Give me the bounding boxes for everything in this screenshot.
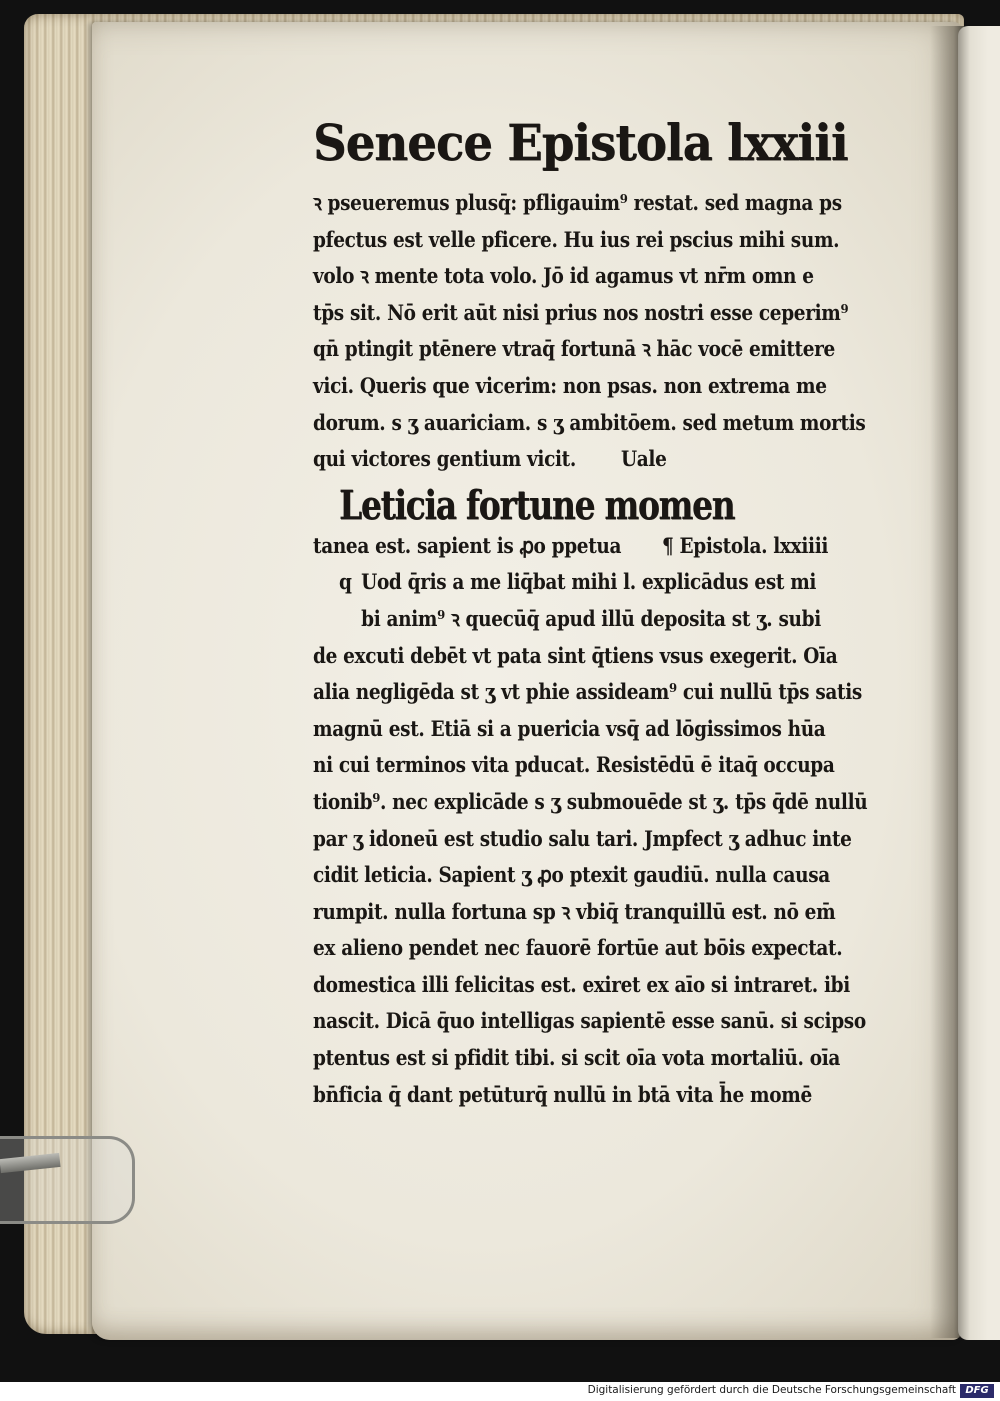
text-line: volo ꝛ mente tota volo. Jō id agamus vt nr̄m omn e	[313, 264, 814, 290]
text-line: bn̄ficia q̄ dant petūturq̄ nullū in btā vita h̄e momē	[313, 1082, 812, 1108]
dfg-logo: DFG	[960, 1384, 994, 1398]
text-line: de excuti debēt vt pata sint q̄tiens vsus exegerit. Oīa	[313, 643, 838, 669]
text-line: vici. Queris que vicerim: non psas. non extrema me	[313, 373, 827, 399]
text-line: tp̄s sit. Nō erit aūt nisi prius nos nostri esse ceperim⁹	[313, 300, 849, 326]
text-line: dorum. s ʒ auariciam. s ʒ ambitōem. sed metum mortis	[313, 410, 866, 436]
facing-page-edge	[958, 26, 1000, 1340]
text-line: Uod q̄ris a me liq̄bat mihi l. explicādus est mi	[361, 570, 817, 596]
text-line: bi anim⁹ ꝛ quecūq̄ apud illū deposita st ʒ. subi	[361, 606, 821, 632]
text-block	[313, 100, 868, 1114]
text-line: tionib⁹. nec explicāde s ʒ submouēde st ʒ. tp̄s q̄dē nullū	[313, 789, 868, 815]
closing-line: qui victores gentium vicit.	[313, 447, 576, 473]
funding-credit: Digitalisierung gefördert durch die Deutsche Forschungsgemeinschaft	[587, 1384, 956, 1396]
footer-bar	[0, 1382, 1000, 1401]
text-line: ex alieno pendet nec fauorē fortūe aut bōis expectat.	[313, 936, 843, 962]
subheading-row	[313, 529, 828, 566]
text-line: pfectus est velle pficere. Hu ius rei pscius mihi sum.	[313, 227, 840, 253]
text-line: magnū est. Etiā si a puericia vsq̄ ad lōgissimos hūa	[313, 716, 826, 742]
text-line: rumpit. nulla fortuna sp ꝛ vbiq̄ tranquillū est. nō em̄	[313, 899, 836, 925]
text-line: alia negligēda st ʒ vt phie assideam⁹ cui nullū tp̄s satis	[313, 680, 862, 706]
closing-row	[313, 442, 828, 479]
text-line: ni cui terminos vita pducat. Resistēdū ē itaq̄ occupa	[313, 753, 835, 779]
epistle-74-body	[313, 565, 868, 1114]
text-line: qn̄ ptingit ptēnere vtraq̄ fortunā ꝛ hāc vocē emittere	[313, 337, 835, 363]
text-line: par ʒ idoneū est studio salu tari. Jmpfect ʒ adhuc inte	[313, 826, 852, 852]
guide-initial: q	[339, 570, 352, 596]
text-line: ptentus est si pfidit tibi. si scit oīa vota mortaliū. oīa	[313, 1046, 841, 1072]
initial-row	[313, 565, 828, 602]
text-line: domestica illi felicitas est. exiret ex aīo si intraret. ibi	[313, 972, 850, 998]
epistle-73-ending	[313, 186, 866, 479]
text-line: cidit leticia. Sapient ʒ ꝓo ptexit gaudiū. nulla causa	[313, 863, 830, 889]
epistle-number: ¶ Epistola. lxxiiii	[661, 533, 828, 559]
page-clip	[0, 1136, 136, 1222]
text-line: nascit. Dicā q̄uo intelligas sapientē esse sanū. si scipso	[313, 1009, 866, 1035]
epistle-74-heading: Leticia fortune momen	[339, 481, 735, 529]
text-line: ꝛ pseueremus plusq̄: pfligauim⁹ restat. sed magna ps	[313, 191, 842, 216]
clip-loop	[0, 1136, 135, 1224]
page-title: Senece Epistola lxxiii	[313, 113, 848, 172]
subheading-left: tanea est. sapient is ꝓo ppetua	[313, 533, 622, 559]
vale-word: Uale	[621, 447, 667, 473]
